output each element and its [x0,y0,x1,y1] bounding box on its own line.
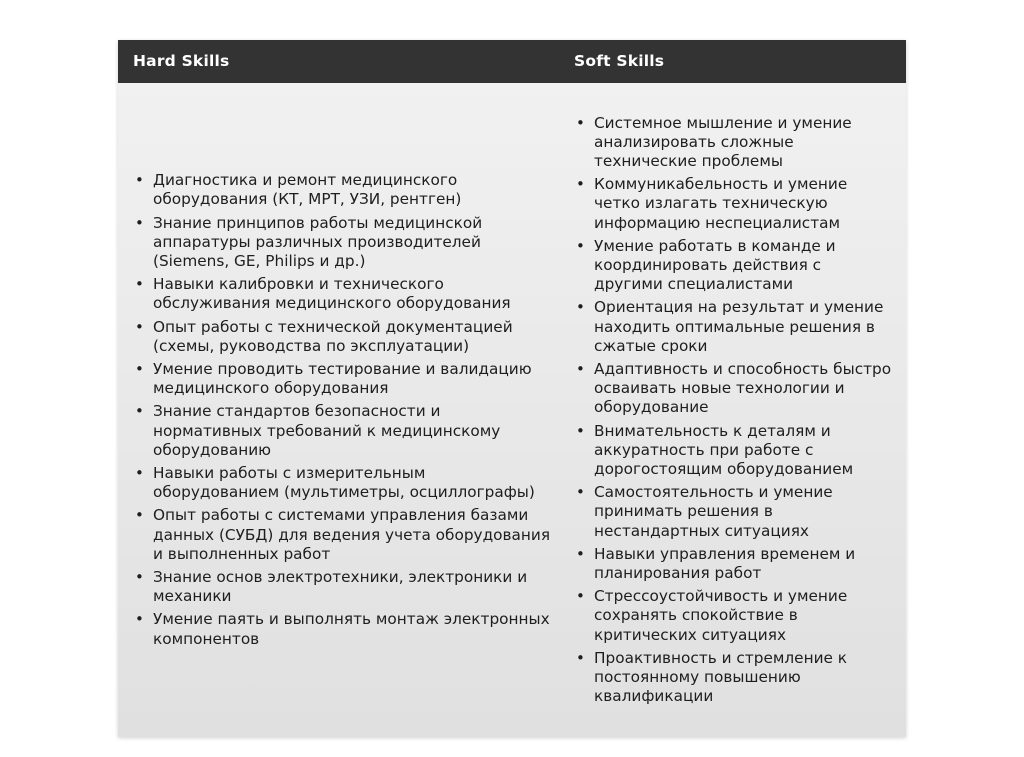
hard-skill-text: Навыки калибровки и технического обслуживания медицинского оборудования [153,275,511,313]
table-header [118,40,906,83]
list-item [133,464,553,502]
list-item [574,298,894,356]
bullet-icon: • [135,213,144,232]
table-body [118,83,906,737]
bullet-icon: • [135,402,144,421]
hard-skill-text: Опыт работы с системами управления базами данных (СУБД) для ведения учета оборудования и выполненных работ [153,506,551,563]
soft-skill-text: Навыки управления временем и планирования работ [594,544,856,583]
bullet-icon: • [576,359,585,378]
soft-skill-text: Ориентация на результат и умение находить оптимальные решения в сжатые сроки [594,298,884,355]
bullet-icon: • [576,421,585,440]
skills-table [118,40,906,737]
list-item [133,568,553,606]
hard-skill-text: Навыки работы с измерительным оборудованием (мультиметры, осциллографы) [153,464,535,502]
soft-skill-text: Стрессоустойчивость и умение сохранять спокойствие в критических ситуациях [594,587,848,644]
list-item [574,237,894,295]
soft-skill-text: Умение работать в команде и координировать действия с другими специалистами [594,236,836,294]
bullet-icon: • [576,483,585,502]
list-item [574,545,894,583]
bullet-icon: • [576,298,585,317]
list-item [574,422,894,480]
list-item [133,402,553,460]
bullet-icon: • [135,506,144,525]
bullet-icon: • [135,317,144,336]
list-item [133,214,553,272]
soft-skills-header: Soft Skills [574,52,665,70]
bullet-icon: • [576,175,585,194]
bullet-icon: • [576,587,585,606]
list-item [574,483,894,541]
hard-skills-header: Hard Skills [133,52,230,70]
bullet-icon: • [576,544,585,563]
hard-skill-text: Знание принципов работы медицинской аппаратуры различных производителей (Siemens, GE, Philips и др.) [153,213,483,270]
bullet-icon: • [576,648,585,667]
list-item [574,360,894,418]
list-item [133,610,553,648]
bullet-icon: • [135,464,144,482]
soft-skill-text: Самостоятельность и умение принимать решения в нестандартных ситуациях [594,483,833,540]
list-item [574,175,894,233]
hard-skill-text: Умение проводить тестирование и валидацию медицинского оборудования [153,359,532,398]
list-item [574,587,894,645]
list-item [133,275,553,313]
list-item [574,649,894,707]
soft-skill-text: Проактивность и стремление к постоянному повышению квалификации [594,648,848,706]
hard-skills-list [133,171,553,649]
bullet-icon: • [576,236,585,255]
list-item [133,171,553,209]
bullet-icon: • [135,275,144,294]
soft-skill-text: Системное мышление и умение анализировать сложные технические проблемы [594,113,852,170]
soft-skills-list [574,114,894,707]
bullet-icon: • [576,113,585,132]
list-item [133,318,553,356]
list-item [133,360,553,398]
soft-skill-text: Адаптивность и способность быстро осваивать новые технологии и оборудование [594,359,892,417]
bullet-icon: • [135,171,144,190]
hard-skill-text: Опыт работы с технической документацией (схемы, руководства по эксплуатации) [153,317,513,355]
hard-skills-column [133,83,553,737]
hard-skill-text: Знание стандартов безопасности и нормативных требований к медицинскому оборудованию [153,402,501,459]
soft-skill-text: Внимательность к деталям и аккуратность при работе с дорогостоящим оборудованием [594,421,854,478]
soft-skills-column [574,83,894,737]
list-item [133,506,553,564]
bullet-icon: • [135,568,144,587]
hard-skill-text: Диагностика и ремонт медицинского оборудования (КТ, МРТ, УЗИ, рентген) [153,171,462,209]
soft-skill-text: Коммуникабельность и умение четко излагать техническую информацию неспециалистам [594,175,848,232]
bullet-icon: • [135,610,144,629]
bullet-icon: • [135,359,144,378]
hard-skill-text: Умение паять и выполнять монтаж электронных компонентов [153,610,550,648]
hard-skill-text: Знание основ электротехники, электроники и механики [153,568,528,606]
list-item [574,114,894,172]
